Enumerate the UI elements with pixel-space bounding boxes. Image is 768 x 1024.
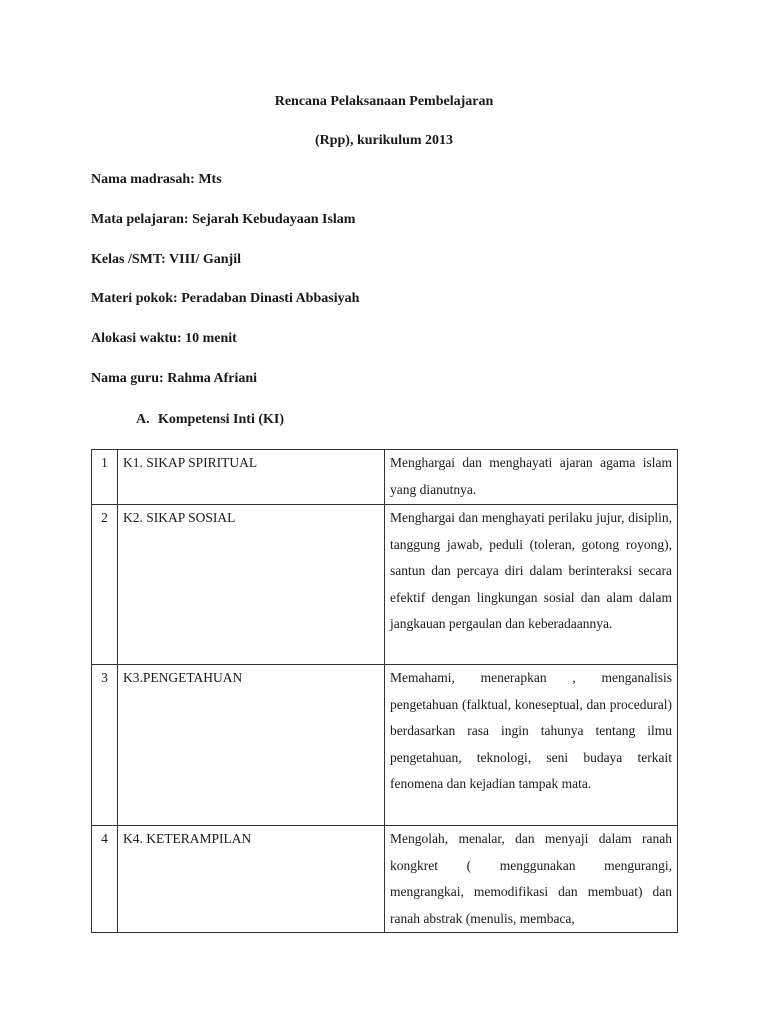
section-marker: A. <box>136 412 150 427</box>
competency-description: Menghargai dan menghayati perilaku jujur, disiplin, tanggung jawab, peduli (toleran, gotong royong), santun dan percaya diri dalam berinteraksi secara efektif dengan lingkungan sosial dan alam dalam jangkauan pergaulan dan keberadaannya. <box>385 505 678 665</box>
field-materi-pokok: Materi pokok: Peradaban Dinasti Abbasiyah <box>91 291 360 306</box>
row-number: 1 <box>92 450 118 505</box>
competency-description: Memahami, menerapkan , menganalisis pengetahuan (falktual, koneseptual, dan procedural) berdasarkan rasa ingin tahunya tentang ilmu pengetahuan, teknologi, seni budaya terkait fenomena dan kejadian tampak mata. <box>385 665 678 826</box>
field-mata-pelajaran: Mata pelajaran: Sejarah Kebudayaan Islam <box>91 212 356 227</box>
document-subtitle: (Rpp), kurikulum 2013 <box>314 133 454 148</box>
competency-description: Mengolah, menalar, dan menyaji dalam ranah kongkret ( menggunakan mengurangi, mengrangkai, memodifikasi dan membuat) dan ranah abstrak (menulis, membaca, <box>385 826 678 933</box>
field-kelas-smt: Kelas /SMT: VIII/ Ganjil <box>91 252 242 267</box>
section-heading-kompetensi-inti <box>136 412 284 428</box>
table-row <box>92 505 678 665</box>
table-row <box>92 826 678 933</box>
competency-name: K4. KETERAMPILAN <box>118 826 385 933</box>
field-alokasi-waktu: Alokasi waktu: 10 menit <box>91 331 237 346</box>
kompetensi-inti-table <box>91 449 678 933</box>
row-number: 2 <box>92 505 118 665</box>
row-number: 4 <box>92 826 118 933</box>
table-row <box>92 450 678 505</box>
document-title: Rencana Pelaksanaan Pembelajaran <box>274 94 494 109</box>
table-row <box>92 665 678 826</box>
competency-name: K3.PENGETAHUAN <box>118 665 385 826</box>
competency-description: Menghargai dan menghayati ajaran agama islam yang dianutnya. <box>385 450 678 505</box>
field-nama-madrasah: Nama madrasah: Mts <box>91 172 222 187</box>
competency-name: K2. SIKAP SOSIAL <box>118 505 385 665</box>
section-label: Kompetensi Inti (KI) <box>158 412 284 427</box>
field-nama-guru: Nama guru: Rahma Afriani <box>91 371 258 386</box>
competency-name: K1. SIKAP SPIRITUAL <box>118 450 385 505</box>
row-number: 3 <box>92 665 118 826</box>
